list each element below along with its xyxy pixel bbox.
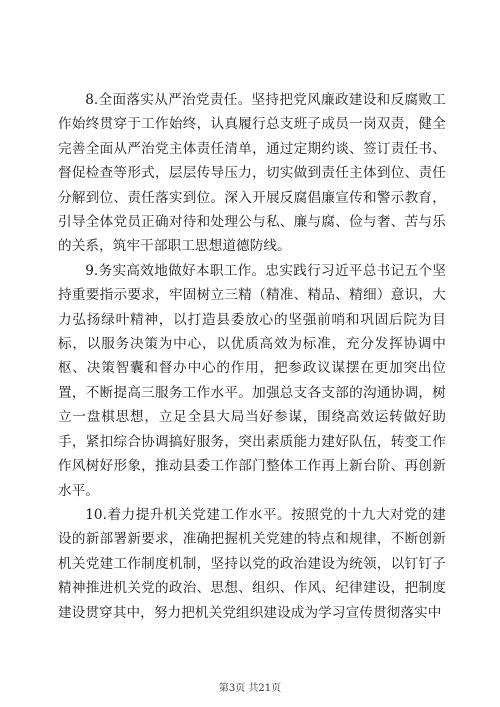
document-body	[58, 88, 446, 625]
paragraph-8: 8.全面落实从严治党责任。坚持把党风廉政建设和反腐败工作始终贯穿于工作始终，认真履行总支班子成员一岗双责，健全完善全面从严治党主体责任清单，通过定期约谈、签订责任书、督促检查等形式，层层传导压力，切实做到责任主体到位、责任分解到位、责任落实到位。深入开展反腐倡廉宣传和警示教育，引导全体党员正确对待和处理公与私、廉与腐、俭与奢、苦与乐的关系，筑牢干部职工思想道德防线。	[58, 92, 446, 255]
paragraph-9: 9.务实高效地做好本职工作。忠实践行习近平总书记五个坚持重要指示要求，牢固树立三精（精准、精品、精细）意识，大力弘扬绿叶精神，以打造县委放心的坚强前哨和巩固后院为目标，以服务决策为中心，以优质高效为标准，充分发挥协调中枢、决策智囊和督办中心的作用，把参政议谋摆在更加突出位置，不断提高三服务工作水平。加强总支各支部的沟通协调，树立一盘棋思想，立足全县大局当好参谋，围绕高效运转做好助手，紧扣综合协调搞好服务，突出素质能力建好队伍，转变工作作风树好形象，推动县委工作部门整体工作再上新台阶、再创新水平。	[58, 262, 446, 499]
paragraph-10: 10.着力提升机关党建工作水平。按照党的十九大对党的建设的新部署新要求，准确把握机关党建的特点和规律，不断创新机关党建工作制度机制，坚持以党的政治建设为统领，以钉钉子精神推进机关党的政治、思想、组织、作风、纪律建设，把制度建设贯穿其中，努力把机关党组织建设成为学习宣传贯彻落实中	[58, 506, 446, 621]
page-number-footer: 第3页 共21页	[218, 683, 282, 694]
